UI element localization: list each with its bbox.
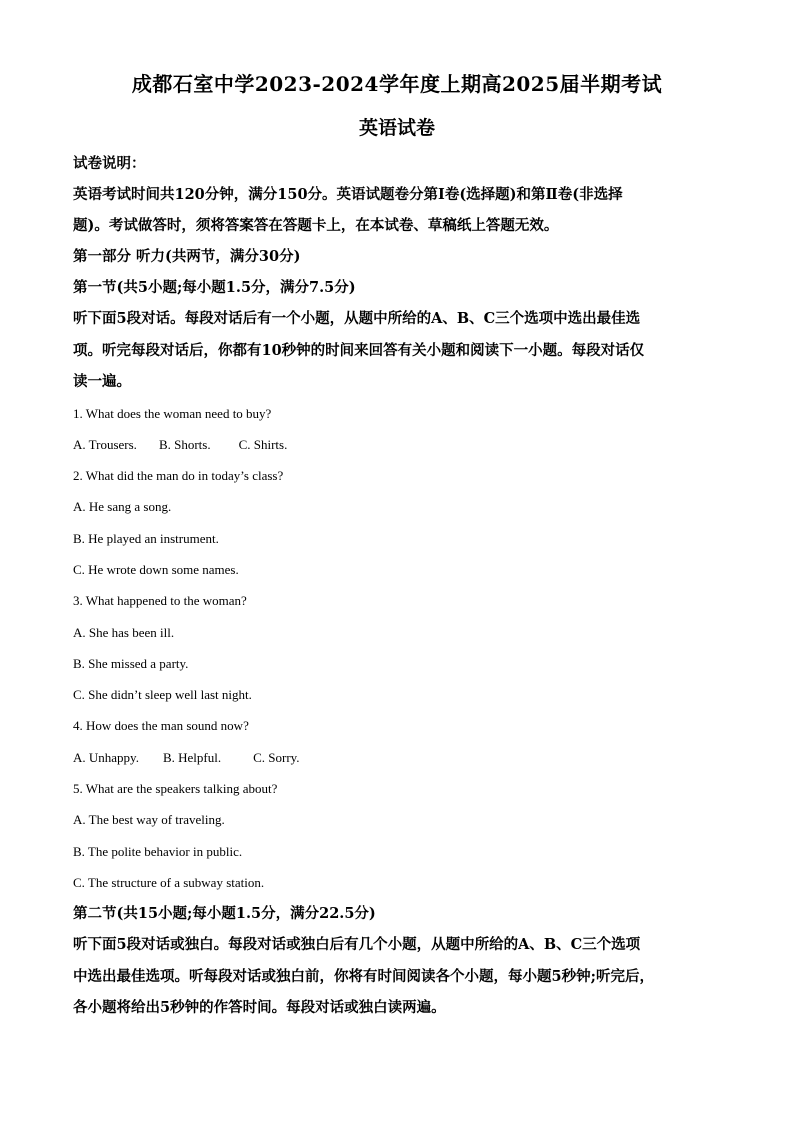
part1-title: 第一部分 听力(共两节，满分30分) [73, 248, 301, 265]
question-5-stem: 5. What are the speakers talking about? [73, 781, 278, 797]
question-1-option-a: A. Trousers. [73, 436, 137, 452]
question-1-stem: 1. What does the woman need to buy? [73, 405, 272, 421]
question-4-options [73, 742, 723, 773]
instructions-heading: 试卷说明： [73, 155, 146, 172]
question-1-options [73, 429, 723, 460]
question-4-option-b: B. Helpful. [162, 749, 222, 765]
question-5-option-c: C. The structure of a subway station. [73, 874, 265, 890]
instructions-line-1: 英语考试时间共120分钟，满分150分。英语试题卷分第Ⅰ卷(选择题)和第Ⅱ卷(非选择 [73, 186, 623, 203]
exam-body [73, 148, 723, 1024]
question-2-option-a: A. He sang a song. [73, 499, 172, 515]
exam-subtitle: 英语试卷 [358, 117, 435, 139]
question-5-option-a: A. The best way of traveling. [73, 812, 225, 828]
question-3-option-c: C. She didn’t sleep well last night. [73, 687, 252, 703]
question-4-stem: 4. How does the man sound now? [73, 718, 249, 734]
section1-directions-line-1: 听下面5段对话。每段对话后有一个小题，从题中所给的A、B、C三个选项中选出最佳选 [73, 310, 641, 327]
question-2-option-c: C. He wrote down some names. [73, 561, 239, 577]
question-4-option-a: A. Unhappy. [73, 749, 139, 765]
question-3-option-b: B. She missed a party. [73, 655, 189, 671]
question-3-option-a: A. She has been ill. [73, 624, 175, 640]
section1-directions-line-3: 读一遍。 [73, 373, 131, 390]
question-2-option-b: B. He played an instrument. [73, 530, 219, 546]
exam-title: 成都石室中学2023-2024学年度上期高2025届半期考试 [131, 72, 663, 96]
question-4-option-c: C. Sorry. [253, 749, 300, 765]
section1-title: 第一节(共5小题;每小题1.5分，满分7.5分) [73, 279, 356, 296]
instructions-line-2: 题)。考试做答时，须将答案答在答题卡上，在本试卷、草稿纸上答题无效。 [73, 217, 559, 234]
question-1-option-c: C. Shirts. [238, 436, 288, 452]
question-5-option-b: B. The polite behavior in public. [73, 843, 243, 859]
section2-directions-line-1: 听下面5段对话或独白。每段对话或独白后有几个小题，从题中所给的A、B、C三个选项 [73, 936, 641, 954]
section2-directions-line-2: 中选出最佳选项。听每段对话或独白前，你将有时间阅读各个小题，每小题5秒钟;听完后， [73, 967, 654, 985]
section2-directions-line-3: 各小题将给出5秒钟的作答时间。每段对话或独白读两遍。 [73, 999, 446, 1017]
section1-directions-line-2: 项。听完每段对话后，你都有10秒钟的时间来回答有关小题和阅读下一小题。每段对话仅 [73, 341, 645, 359]
question-1-option-b: B. Shorts. [158, 436, 211, 452]
question-2-stem: 2. What did the man do in today’s class? [73, 468, 284, 484]
question-3-stem: 3. What happened to the woman? [73, 593, 247, 609]
section2-title: 第二节(共15小题;每小题1.5分，满分22.5分) [73, 905, 376, 923]
